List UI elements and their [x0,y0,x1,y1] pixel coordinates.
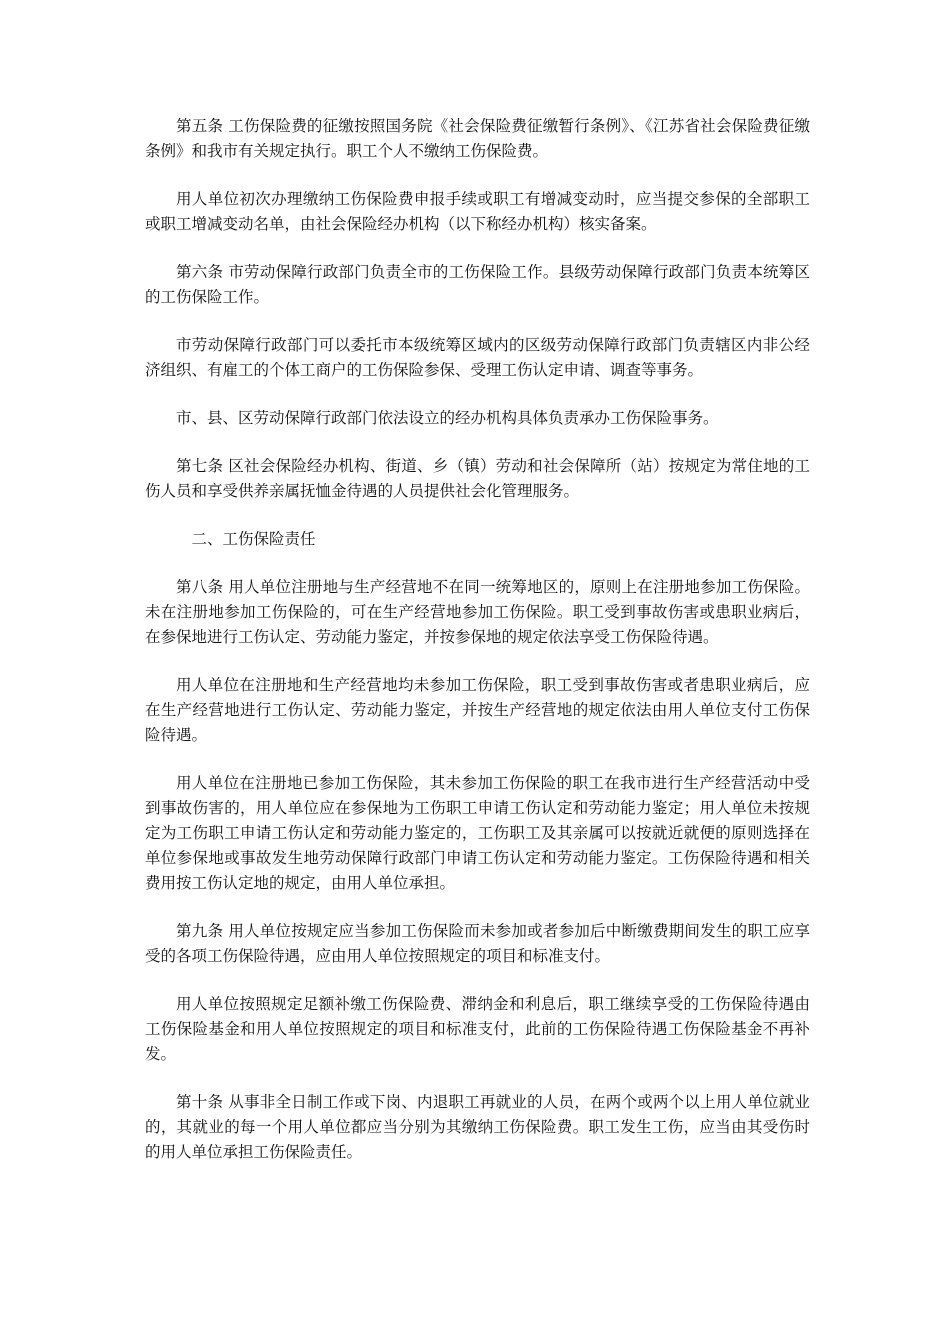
document-body [145,114,810,1188]
paragraph-article-9-backpay: 用人单位按照规定足额补缴工伤保险费、滞纳金和利息后，职工继续享受的工伤保险待遇由工伤保险基金和用人单位按照规定的项目和标准支付，此前的工伤保险待遇工伤保险基金不再补发。 [145,995,810,1063]
paragraph-article-9: 第九条 用人单位按规定应当参加工伤保险而未参加或者参加后中断缴费期间发生的职工应享受的各项工伤保险待遇，应由用人单位按照规定的项目和标准支付。 [145,922,810,965]
section-heading: 二、工伤保险责任 [191,530,316,548]
paragraph-article-5-registration: 用人单位初次办理缴纳工伤保险费申报手续或职工有增减变动时，应当提交参保的全部职工或职工增减变动名单，由社会保险经办机构（以下称经办机构）核实备案。 [145,190,810,233]
paragraph-article-10: 第十条 从事非全日制工作或下岗、内退职工再就业的人员，在两个或两个以上用人单位就业的，其就业的每一个用人单位都应当分别为其缴纳工伤保险费。职工发生工伤，应当由其受伤时的用人单位承担工伤保险责任。 [145,1093,810,1161]
paragraph-article-8-uninsured: 用人单位在注册地和生产经营地均未参加工伤保险，职工受到事故伤害或者患职业病后，应在生产经营地进行工伤认定、劳动能力鉴定，并按生产经营地的规定依法由用人单位支付工伤保险待遇。 [145,676,810,744]
paragraph-article-6-delegation: 市劳动保障行政部门可以委托市本级统筹区域内的区级劳动保障行政部门负责辖区内非公经济组织、有雇工的个体工商户的工伤保险参保、受理工伤认定申请、调查等事务。 [145,336,810,379]
paragraph-article-7: 第七条 区社会保险经办机构、街道、乡（镇）劳动和社会保障所（站）按规定为常住地的工伤人员和享受供养亲属抚恤金待遇的人员提供社会化管理服务。 [145,457,810,500]
paragraph-article-6-agencies: 市、县、区劳动保障行政部门依法设立的经办机构具体负责承办工伤保险事务。 [176,409,719,427]
paragraph-article-5: 第五条 工伤保险费的征缴按照国务院《社会保险费征缴暂行条例》、《江苏省社会保险费征缴条例》和我市有关规定执行。职工个人不缴纳工伤保险费。 [145,117,810,160]
paragraph-article-8-partial: 用人单位在注册地已参加工伤保险，其未参加工伤保险的职工在我市进行生产经营活动中受到事故伤害的，用人单位应在参保地为工伤职工申请工伤认定和劳动能力鉴定；用人单位未按规定为工伤职工申请工伤认定和劳动能力鉴定的，工伤职工及其亲属可以按就近就便的原则选择在单位参保地或事故发生地劳动保障行政部门申请工伤认定和劳动能力鉴定。工伤保险待遇和相关费用按工伤认定地的规定，由用人单位承担。 [145,774,810,892]
paragraph-article-6: 第六条 市劳动保障行政部门负责全市的工伤保险工作。县级劳动保障行政部门负责本统筹区的工伤保险工作。 [145,263,810,306]
paragraph-article-8: 第八条 用人单位注册地与生产经营地不在同一统筹地区的，原则上在注册地参加工伤保险。未在注册地参加工伤保险的，可在生产经营地参加工伤保险。职工受到事故伤害或患职业病后，在参保地进行工伤认定、劳动能力鉴定，并按参保地的规定依法享受工伤保险待遇。 [145,578,810,646]
